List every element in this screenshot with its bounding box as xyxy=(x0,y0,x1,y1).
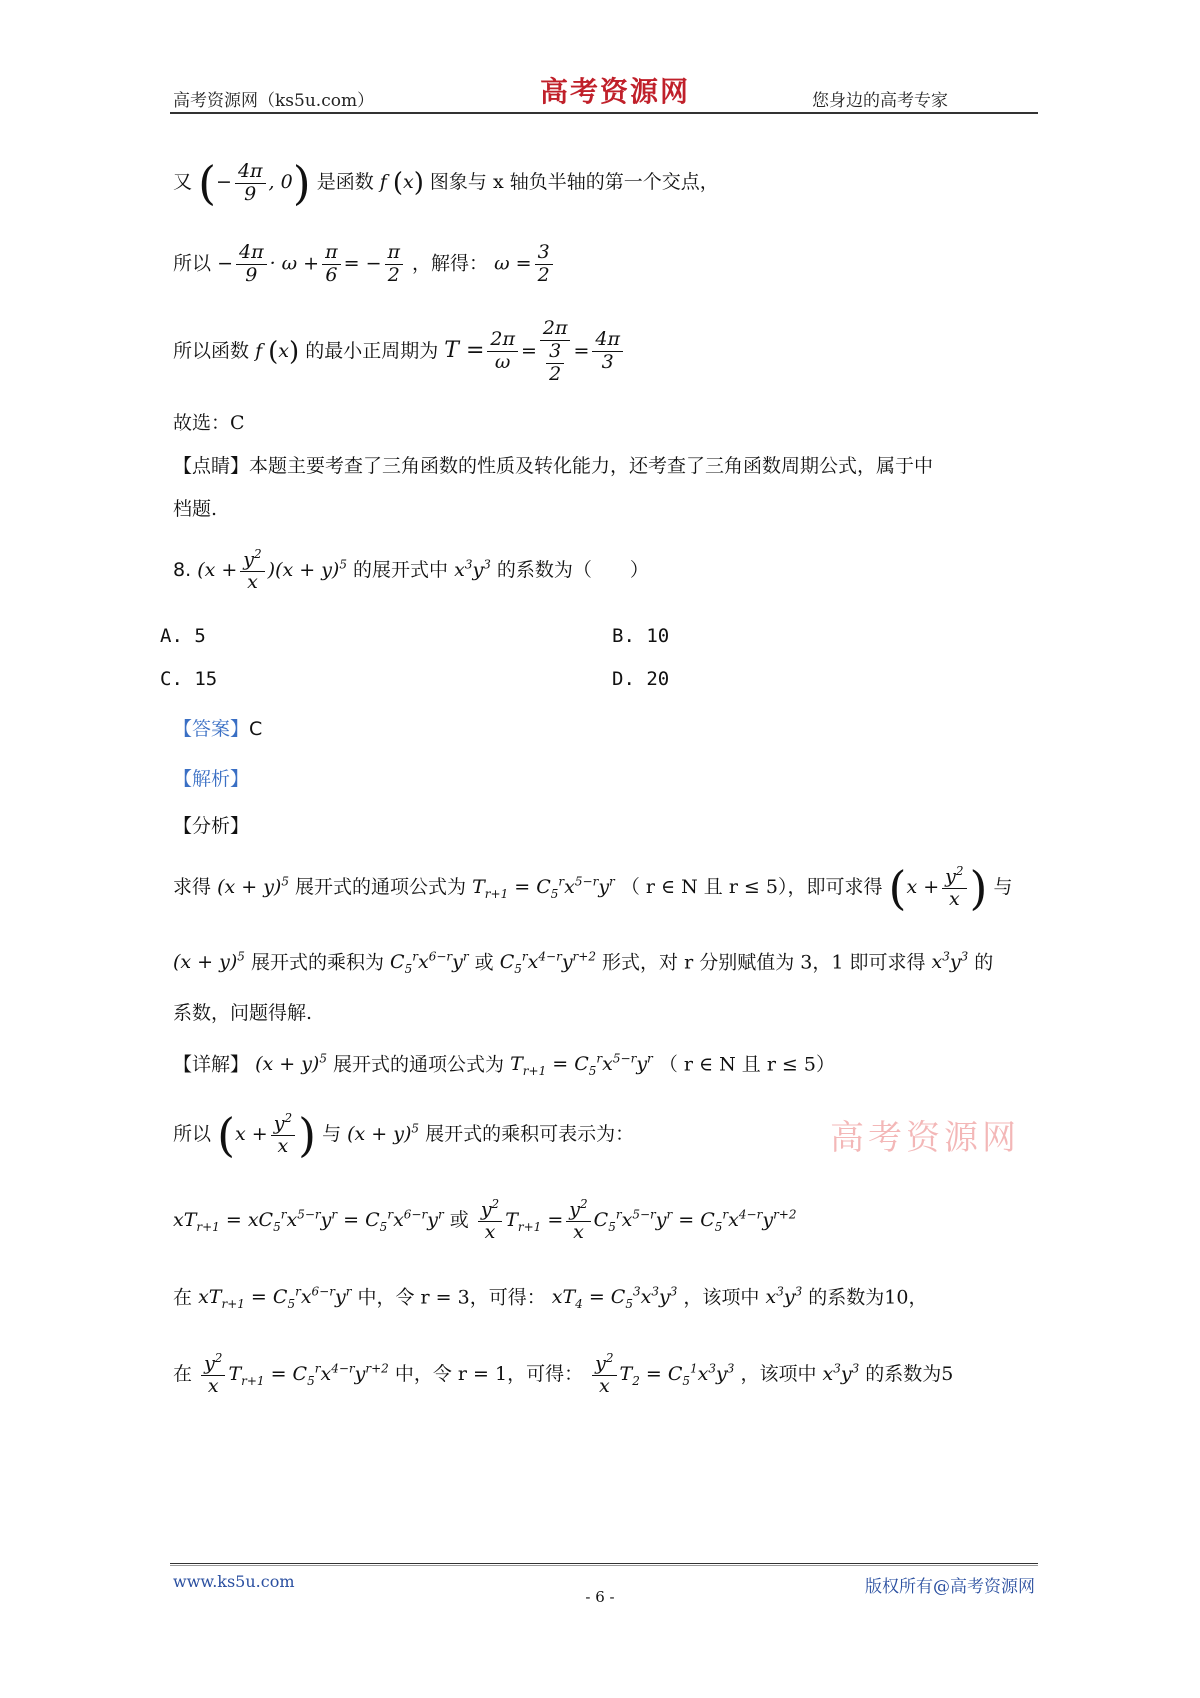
detail-label: 【详解】 xyxy=(173,1053,250,1076)
text-fragment: 展开式的通项公式为 xyxy=(295,876,467,898)
text-fragment: 中，令 r = 1，可得： xyxy=(394,1363,584,1385)
fraction: $\frac{y^2}{x}$ xyxy=(240,548,264,594)
fraction: $\frac{y^2}{x}$ xyxy=(566,1198,590,1244)
footer-url-link[interactable]: www.ks5u.com xyxy=(173,1572,295,1591)
question-number: 8. xyxy=(173,559,192,581)
text-fragment: 在 xyxy=(173,1363,193,1385)
text-fragment: （ r ∈ N 且 r ≤ 5） xyxy=(658,1053,835,1076)
detail-line: 【详解】 $(x + y)^5$ 展开式的通项公式为 $T_{r+1} = C_5^rx^{5-r}y^r$ （ r ∈ N 且 r ≤ 5） xyxy=(173,1052,835,1079)
detail-equation-3: 在 $\frac{y^2}{x}$ $T_{r+1} = C_5^rx^{4-r}y^{r+2}$ 中，令 r = 1，可得： $\frac{y^2}{x}$ $T_2 = C_5^1x^3y^3$ ，该项中 $x^3y^3$ 的系数为5 xyxy=(173,1351,954,1398)
text-fragment: 所以 xyxy=(173,252,212,275)
text-fragment: 展开式的通项公式为 xyxy=(333,1053,505,1076)
fraction: $\frac{2\pi}{\omega}$ xyxy=(487,329,518,374)
answer-label: 【答案】 xyxy=(173,718,250,740)
header-site-name: 高考资源网（ks5u.com） xyxy=(173,91,375,111)
text-fragment: 求得 xyxy=(173,876,212,898)
text-fragment: 展开式的乘积为 xyxy=(250,951,384,974)
header-rule xyxy=(170,112,1038,114)
note-line-1: 【点睛】本题主要考查了三角函数的性质及转化能力，还考查了三角函数周期公式，属于中 xyxy=(173,455,934,477)
footer-rule-thin xyxy=(170,1565,1038,1566)
text-fragment: 与 xyxy=(322,1123,342,1145)
analysis-line-2: $(x + y)^5$ 展开式的乘积为 $C_5^rx^{6-r}y^r$ 或 $C_5^rx^{4-r}y^{r+2}$ 形式，对 r 分别赋值为 3，1 即可求得 $x^3y^3$ 的 xyxy=(173,950,994,977)
text-fragment: 又 xyxy=(173,171,193,193)
text-fragment: 的系数为10， xyxy=(808,1286,928,1309)
text-fragment: （ r ∈ N 且 r ≤ 5），即可求得 xyxy=(620,876,883,898)
fraction: $\frac{y^2}{x}$ xyxy=(201,1352,225,1398)
note-line-2: 档题. xyxy=(173,498,218,520)
text-fragment: 是函数 xyxy=(316,171,374,193)
detail-step-1: 所以 (x + $\frac{y^2}{x}$ ) 与 $(x + y)^5$ 展开式的乘积可表示为： xyxy=(173,1108,635,1162)
watermark-text: 高考资源网 xyxy=(830,1118,1020,1158)
fraction: $\frac{4\pi}{9}$ xyxy=(236,242,267,287)
line-zero-point: 又 (− $\frac{4\pi}{9}$ , 0) 是函数 f (x) 图象与 x 轴负半轴的第一个交点， xyxy=(173,156,719,210)
detail-equation-1: $xT_{r+1} = xC_5^rx^{5-r}y^r = C_5^rx^{6-r}y^r$ 或 $\frac{y^2}{x}$ $T_{r+1}$ = $\frac{y^2}{x}$ $C_5^rx^{5-r}y^r = C_5^rx^{4-r}y^{r+2}$ xyxy=(173,1197,797,1244)
line-choice: 故选：C xyxy=(173,412,245,434)
line-omega-equation: 所以 − $\frac{4\pi}{9}$ · ω + $\frac{\pi}{6}$ = − $\frac{\pi}{2}$ ，解得： ω = $\frac{3}{2}$ xyxy=(173,242,556,287)
detail-equation-2: 在 $xT_{r+1} = C_5^rx^{6-r}y^r$ 中，令 r = 3，可得： $xT_4 = C_5^3x^3y^3$ ，该项中 $x^3y^3$ 的系数为10， xyxy=(173,1285,928,1312)
text-fragment: 的 xyxy=(974,951,994,974)
text-fragment: ，该项中 xyxy=(683,1286,760,1309)
fraction: $\frac{2\pi}{\frac{3}{2}}$ xyxy=(540,318,571,386)
analysis-line-1: 求得 $(x + y)^5$ 展开式的通项公式为 $T_{r+1} = C_5^rx^{5-r}y^r$ （ r ∈ N 且 r ≤ 5），即可求得 (x + $\frac{y^2}{x}$ ) 与 xyxy=(173,861,1013,915)
answer-value: C xyxy=(249,718,263,740)
footer-rule xyxy=(170,1563,1038,1564)
fraction: $\frac{\pi}{6}$ xyxy=(322,242,341,287)
analysis-label: 【解析】 xyxy=(173,768,250,790)
text-fragment: 中，令 r = 3，可得： xyxy=(357,1286,546,1309)
text-fragment: 图象与 x 轴负半轴的第一个交点， xyxy=(429,171,719,193)
text-fragment: 在 xyxy=(173,1286,193,1309)
text-fragment: 或 xyxy=(449,1209,469,1231)
text-fragment: 的系数为5 xyxy=(865,1363,954,1385)
fraction: $\frac{y^2}{x}$ xyxy=(592,1352,616,1398)
line-period: 所以函数 f (x) 的最小正周期为 T = $\frac{2\pi}{\omega}$ = $\frac{2\pi}{\frac{3}{2}}$ = $\frac{4\pi}{3}$ xyxy=(173,318,626,386)
option-d: D. 20 xyxy=(612,668,670,690)
question-8: 8. (x + $\frac{y^2}{x}$ )$(x + y)^5$ 的展开式中 $x^3y^3$ 的系数为（ ） xyxy=(173,547,649,594)
text-fragment: 所以 xyxy=(173,1123,212,1145)
option-b: B. 10 xyxy=(612,625,670,647)
footer-copyright: 版权所有@高考资源网 xyxy=(865,1577,1035,1597)
fraction: $\frac{y^2}{x}$ xyxy=(478,1198,502,1244)
header-slogan: 您身边的高考专家 xyxy=(812,91,948,111)
fraction: $\frac{\pi}{2}$ xyxy=(385,242,404,287)
option-a: A. 5 xyxy=(160,625,206,647)
text-fragment: 与 xyxy=(993,876,1013,898)
text-fragment: 的展开式中 xyxy=(353,559,449,581)
text-fragment: 或 xyxy=(474,951,494,974)
fraction: $\frac{y^2}{x}$ xyxy=(942,865,966,911)
fraction: $\frac{3}{2}$ xyxy=(535,242,553,287)
fenxi-label: 【分析】 xyxy=(173,815,250,837)
header-logo: 高考资源网 xyxy=(540,75,691,108)
text-fragment: 的最小正周期为 xyxy=(305,339,439,362)
page-number: - 6 - xyxy=(585,1588,615,1606)
text-fragment: ，该项中 xyxy=(740,1363,817,1385)
text-fragment: 所以函数 xyxy=(173,339,250,362)
fraction: $\frac{4\pi}{3}$ xyxy=(592,329,623,374)
fraction: $\frac{y^2}{x}$ xyxy=(271,1112,295,1158)
analysis-line-3: 系数，问题得解. xyxy=(173,1002,313,1024)
text-fragment: ，解得： xyxy=(412,252,489,275)
answer-line xyxy=(173,718,262,741)
option-c: C. 15 xyxy=(160,668,218,690)
text-fragment: 形式，对 r 分别赋值为 3，1 即可求得 xyxy=(602,951,926,974)
text-fragment: 的系数为（ ） xyxy=(496,559,649,581)
text-fragment: 展开式的乘积可表示为： xyxy=(425,1123,635,1145)
fraction: $\frac{4\pi}{9}$ xyxy=(235,161,266,206)
